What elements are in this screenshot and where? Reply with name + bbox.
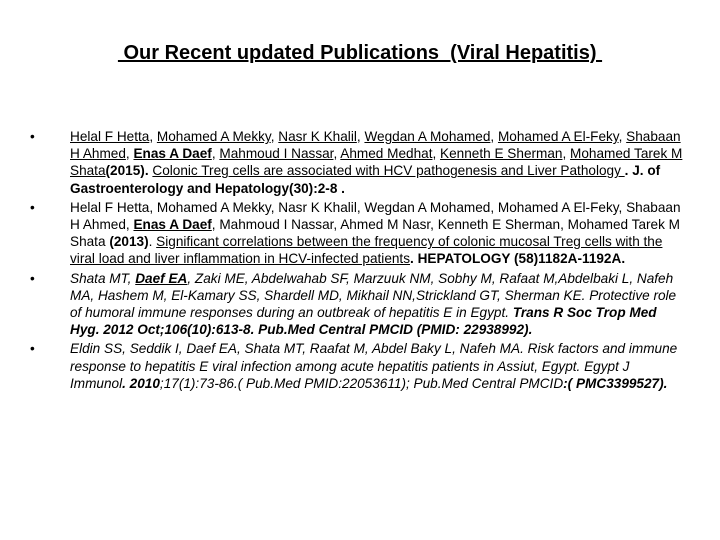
citation-text: , Zaki ME, Abdelwahab SF, Marzuuk NM, Sobhy M, Rafaat M,Abdelbaki L, Nafeh MA, Hashem M, El-Kamary SS, Shardell MD, Mikhail NN,Strickland GT, Sherman KE. Protective role of humoral immune responses during an outbreak of hepatitis E in Egypt. <box>70 270 677 321</box>
bullet-icon: • <box>30 199 35 215</box>
author-link[interactable]: Ahmed Medhat <box>340 146 433 162</box>
article-title-link[interactable]: Colonic Treg cells are associated with HCV pathogenesis and Liver Pathology <box>152 163 625 179</box>
separator: , <box>270 129 279 144</box>
journal-citation: . HEPATOLOGY (58)1182A-1192A. <box>410 251 626 267</box>
citation-details: ;17(1):73-86.( Pub.Med PMID:22053611); Pub.Med Central PMCID <box>159 375 564 391</box>
list-item <box>30 270 685 339</box>
publication-list <box>30 128 685 394</box>
separator: , <box>211 146 220 162</box>
citation-details: . 2012 Oct;106(10):613-8. Pub.Med Central PMCID ( <box>95 322 422 338</box>
authors: Helal F Hetta, Mohamed A Mekky, Nasr K Khalil, Wegdan A Mohamed, Mohamed A El-Feky, Shabaan H Ahmed, <box>70 199 681 233</box>
bullet-icon: • <box>30 129 35 144</box>
separator: , <box>490 129 498 144</box>
author-link[interactable]: Wegdan A Mohamed <box>364 129 491 144</box>
author-link[interactable]: Mohamed A El-Feky <box>497 129 619 144</box>
page-title: Our Recent updated Publications (Viral Hepatitis) <box>117 42 603 64</box>
bullet-icon: • <box>30 270 35 286</box>
highlighted-author: Daef EA <box>135 270 188 286</box>
author-link[interactable]: Enas A Daef <box>133 146 212 162</box>
author-link[interactable]: Mahmoud I Nassar <box>219 146 334 162</box>
author-link[interactable]: Kenneth E Sherman <box>440 146 563 162</box>
pmcid: :( PMC3399527). <box>563 375 668 391</box>
list-item <box>30 199 685 268</box>
journal-citation: . J. of Gastroenterology and Hepatology(30):2-8 . <box>70 163 661 196</box>
publication-year: . 2010 <box>122 375 160 391</box>
pmid: PMID: 22938992). <box>421 322 533 338</box>
separator: , <box>125 146 134 162</box>
list-item <box>30 340 685 392</box>
author-link[interactable]: Shabaan H Ahmed <box>70 129 681 162</box>
list-item <box>30 128 685 197</box>
highlighted-author: Enas A Daef <box>133 217 212 233</box>
citation-text: Eldin SS, Seddik I, Daef EA, Shata MT, Raafat M, Abdel Baky L, Nafeh MA. Risk factors and immune response to hepatitis E viral infection among acute hepatitis patients in Assiut, Egypt. Egypt J Immunol <box>70 341 678 391</box>
publication-year: (2013) <box>109 234 149 250</box>
separator: , <box>356 129 365 144</box>
separator: . <box>148 234 157 250</box>
journal-name: Trans R Soc Trop Med Hyg <box>70 305 657 338</box>
author-link[interactable]: Mohamed Tarek M Shata <box>70 146 683 179</box>
separator: , <box>562 146 571 162</box>
author-link[interactable]: Helal F Hetta <box>70 129 150 144</box>
separator: , <box>149 129 157 144</box>
author-link[interactable]: Mohamed A Mekky <box>156 129 271 144</box>
author-link[interactable]: Nasr K Khalil <box>278 129 357 144</box>
separator: , <box>618 129 627 144</box>
authors: Shata MT, <box>70 270 136 286</box>
authors: , Mahmoud I Nassar, Ahmed M Nasr, Kenneth E Sherman, Mohamed Tarek M Shata <box>70 217 680 250</box>
separator: , <box>432 146 441 162</box>
separator: , <box>333 146 341 162</box>
publication-year: (2015). <box>105 163 153 179</box>
article-title-link[interactable]: Significant correlations between the frequency of colonic mucosal Treg cells with the viral load and liver inflammation in HCV-infected patients <box>70 234 663 267</box>
bullet-icon: • <box>30 341 35 357</box>
